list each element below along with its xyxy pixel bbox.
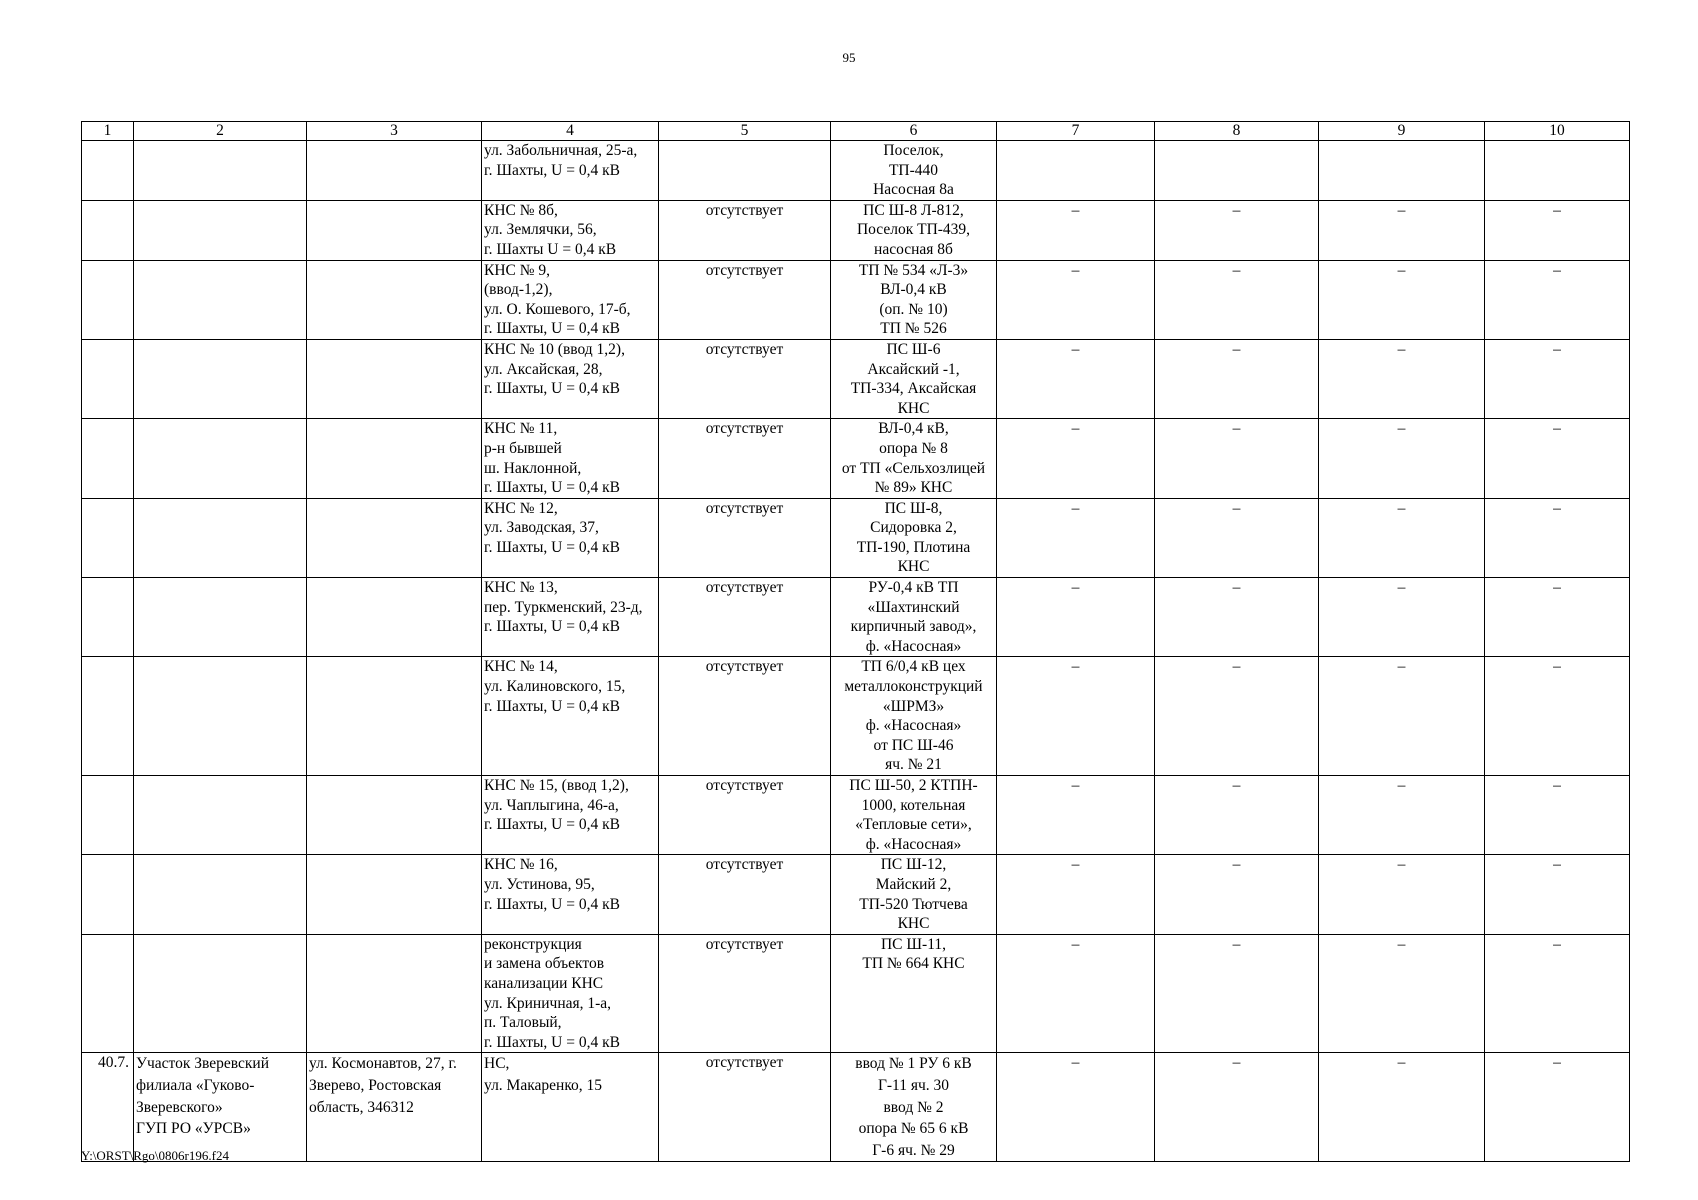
cell-line: г. Шахты, U = 0,4 кВ — [484, 618, 620, 636]
cell-dash: – — [1319, 498, 1485, 577]
cell-address — [307, 498, 482, 577]
table-row — [82, 934, 1630, 1053]
cell-object — [482, 578, 659, 657]
cell-power-source — [831, 776, 997, 855]
cell-line: п. Таловый, — [484, 1014, 562, 1032]
cell-line: КНС — [897, 558, 930, 576]
cell-dash: – — [1155, 339, 1319, 418]
cell-line: г. Шахты, U = 0,4 кВ — [484, 697, 620, 715]
cell-dash: – — [1319, 200, 1485, 260]
cell-object — [482, 498, 659, 577]
cell-line: ТП-190, Плотина — [856, 538, 971, 556]
cell-line: ул. Чаплыгина, 46-а, — [484, 796, 619, 814]
cell-dash: – — [997, 498, 1155, 577]
cell-line: КНС № 13, — [484, 579, 558, 597]
cell-line: КНС № 11, — [484, 420, 558, 438]
cell-dash: – — [1485, 200, 1630, 260]
header-cell: 3 — [307, 122, 482, 141]
cell-line: г. Шахты, U = 0,4 кВ — [484, 161, 620, 179]
cell-line: КНС № 15, (ввод 1,2), — [484, 777, 629, 794]
cell-dash: – — [1319, 855, 1485, 934]
cell-line: НС, — [484, 1055, 510, 1073]
cell-line: ул. Устинова, 95, — [484, 875, 595, 893]
header-cell: 8 — [1155, 122, 1319, 141]
cell-dash: – — [997, 1053, 1155, 1162]
table-row — [82, 339, 1630, 418]
cell-power-source — [831, 657, 997, 776]
cell-object — [482, 855, 659, 934]
cell-dash: – — [997, 339, 1155, 418]
cell-status: отсутствует — [659, 776, 831, 855]
cell-line: г. Шахты U = 0,4 кВ — [484, 240, 617, 258]
cell-object — [482, 419, 659, 498]
cell-line: насосная 8б — [874, 240, 953, 258]
table-row — [82, 498, 1630, 577]
cell-number — [82, 419, 134, 498]
cell-address — [307, 200, 482, 260]
cell-line: ТП № 534 «Л-3» — [858, 261, 969, 279]
cell-line: № 89» КНС — [874, 479, 953, 497]
cell-dash: – — [1485, 339, 1630, 418]
cell-object — [482, 934, 659, 1053]
cell-status — [659, 141, 831, 201]
cell-line: Сидоровка 2, — [870, 519, 957, 537]
cell-address — [307, 339, 482, 418]
cell-dash: – — [1485, 260, 1630, 339]
cell-dash: – — [1155, 776, 1319, 855]
cell-line: ул. Забольничная, 25-а, — [484, 142, 638, 159]
cell-line: Майский 2, — [875, 875, 952, 893]
table-row — [82, 141, 1630, 201]
cell-line: КНС № 14, — [484, 658, 558, 676]
cell-line: от ТП «Сельхозлицей — [841, 459, 986, 477]
cell-power-source — [831, 200, 997, 260]
cell-number — [82, 498, 134, 577]
cell-line: ул. Землячки, 56, — [484, 221, 597, 239]
cell-number — [82, 141, 134, 201]
cell-power-source — [831, 339, 997, 418]
cell-line: г. Шахты, U = 0,4 кВ — [484, 538, 620, 556]
cell-organization — [134, 200, 307, 260]
cell-organization — [134, 776, 307, 855]
cell-number — [82, 776, 134, 855]
cell-line: ул. О. Кошевого, 17-б, — [484, 300, 631, 318]
cell-dash — [1319, 141, 1485, 201]
cell-dash: – — [1155, 200, 1319, 260]
cell-address — [307, 776, 482, 855]
cell-organization — [134, 141, 307, 201]
cell-line: ТП-520 Тютчева — [859, 895, 968, 913]
cell-line: ввод № 2 — [883, 1098, 944, 1116]
cell-line: 1000, котельная — [861, 796, 966, 814]
cell-line: КНС № 16, — [484, 856, 558, 874]
cell-line: Поселок, — [883, 142, 944, 159]
cell-line: ТП № 526 — [880, 320, 947, 338]
table-row — [82, 657, 1630, 776]
cell-status: отсутствует — [659, 657, 831, 776]
cell-line: «ШРМЗ» — [882, 697, 945, 715]
table-row — [82, 419, 1630, 498]
cell-dash: – — [1319, 578, 1485, 657]
table-row — [82, 776, 1630, 855]
cell-line: ул. Калиновского, 15, — [484, 678, 626, 696]
file-path-footer: Y:\ORST\Rgo\0806r196.f24 — [81, 1148, 229, 1163]
cell-line: ТП-334, Аксайская — [850, 380, 977, 398]
cell-line: ул. Макаренко, 15 — [484, 1076, 603, 1094]
cell-organization — [134, 657, 307, 776]
cell-power-source — [831, 578, 997, 657]
cell-address — [307, 260, 482, 339]
cell-dash — [997, 141, 1155, 201]
cell-dash: – — [1485, 934, 1630, 1053]
cell-line: ПС Ш-8, — [884, 499, 943, 517]
cell-organization — [134, 419, 307, 498]
cell-dash: – — [1319, 1053, 1485, 1162]
cell-power-source — [831, 855, 997, 934]
cell-number — [82, 339, 134, 418]
cell-line: ул. Криничная, 1-а, — [484, 994, 612, 1012]
cell-address — [307, 419, 482, 498]
cell-dash: – — [997, 578, 1155, 657]
cell-dash: – — [1155, 855, 1319, 934]
cell-line: Насосная 8а — [873, 181, 954, 199]
data-table — [81, 121, 1630, 1162]
cell-line: г. Шахты, U = 0,4 кВ — [484, 320, 620, 338]
cell-status: отсутствует — [659, 339, 831, 418]
header-cell: 4 — [482, 122, 659, 141]
cell-line: опора № 8 — [879, 439, 948, 457]
cell-dash: – — [997, 419, 1155, 498]
cell-organization — [134, 260, 307, 339]
cell-line: КНС № 10 (ввод 1,2), — [484, 340, 625, 358]
cell-address — [307, 1053, 482, 1162]
cell-line: ф. «Насосная» — [865, 835, 962, 853]
table-row — [82, 1053, 1630, 1162]
cell-line: г. Шахты, U = 0,4 кВ — [484, 380, 620, 398]
cell-line: ВЛ-0,4 кВ, — [878, 420, 949, 438]
cell-object — [482, 776, 659, 855]
cell-line: ПС Ш-6 — [886, 340, 941, 358]
cell-number — [82, 855, 134, 934]
cell-status: отсутствует — [659, 498, 831, 577]
cell-line: ПС Ш-50, 2 КТПН- — [849, 777, 978, 794]
cell-object — [482, 200, 659, 260]
page-number: 95 — [842, 50, 856, 65]
cell-dash: – — [997, 934, 1155, 1053]
cell-line: Зверево, Ростовская — [309, 1076, 442, 1094]
cell-line: г. Шахты, U = 0,4 кВ — [484, 479, 620, 497]
cell-line: (оп. № 10) — [879, 300, 948, 318]
cell-status: отсутствует — [659, 855, 831, 934]
cell-organization — [134, 934, 307, 1053]
table-row — [82, 260, 1630, 339]
cell-power-source — [831, 498, 997, 577]
cell-line: «Шахтинский — [867, 598, 960, 616]
cell-line: опора № 65 6 кВ — [858, 1120, 969, 1138]
table-row — [82, 200, 1630, 260]
cell-number — [82, 200, 134, 260]
cell-line: КНС № 12, — [484, 499, 558, 517]
cell-number — [82, 657, 134, 776]
cell-line: от ПС Ш-46 — [873, 736, 954, 754]
cell-dash: – — [1319, 657, 1485, 776]
cell-line: Поселок ТП-439, — [856, 221, 971, 239]
cell-line: Г-11 яч. 30 — [877, 1076, 950, 1094]
cell-line: канализации КНС — [484, 974, 604, 992]
cell-dash: – — [1155, 419, 1319, 498]
cell-dash: – — [1485, 419, 1630, 498]
cell-dash: – — [1485, 657, 1630, 776]
cell-dash: – — [1319, 260, 1485, 339]
cell-line: Участок Зверевский — [136, 1055, 269, 1073]
cell-number — [82, 934, 134, 1053]
cell-power-source — [831, 260, 997, 339]
cell-line: пер. Туркменский, 23-д, — [484, 598, 643, 616]
cell-number — [82, 578, 134, 657]
table-row — [82, 855, 1630, 934]
cell-status: отсутствует — [659, 260, 831, 339]
cell-dash: – — [997, 260, 1155, 339]
cell-status: отсутствует — [659, 934, 831, 1053]
header-cell: 1 — [82, 122, 134, 141]
cell-line: ф. «Насосная» — [865, 637, 962, 655]
cell-status: отсутствует — [659, 200, 831, 260]
table-row — [82, 578, 1630, 657]
cell-line: область, 346312 — [309, 1098, 414, 1116]
cell-line: ул. Космонавтов, 27, г. — [309, 1055, 457, 1073]
cell-power-source — [831, 419, 997, 498]
cell-line: «Тепловые сети», — [855, 816, 972, 834]
cell-dash — [1485, 141, 1630, 201]
cell-line: реконструкция — [484, 935, 582, 953]
cell-dash: – — [1155, 498, 1319, 577]
cell-line: металлоконструкций — [844, 678, 983, 696]
cell-line: филиала «Гуково- — [136, 1076, 255, 1094]
cell-dash: – — [1485, 776, 1630, 855]
cell-number — [82, 260, 134, 339]
cell-object — [482, 1053, 659, 1162]
cell-line: РУ-0,4 кВ ТП — [868, 579, 959, 597]
cell-organization — [134, 498, 307, 577]
header-cell: 2 — [134, 122, 307, 141]
cell-dash: – — [1319, 339, 1485, 418]
cell-dash: – — [1319, 419, 1485, 498]
cell-line: г. Шахты, U = 0,4 кВ — [484, 1033, 620, 1051]
cell-object — [482, 260, 659, 339]
cell-line: ТП № 664 КНС — [862, 955, 965, 973]
cell-power-source — [831, 934, 997, 1053]
cell-line: Г-6 яч. № 29 — [872, 1141, 955, 1159]
cell-dash: – — [1319, 934, 1485, 1053]
cell-line: КНС № 8б, — [484, 201, 558, 219]
cell-line: ПС Ш-11, — [880, 935, 946, 953]
table-body — [82, 122, 1630, 1162]
cell-line: ул. Аксайская, 28, — [484, 360, 603, 378]
cell-line: г. Шахты, U = 0,4 кВ — [484, 895, 620, 913]
cell-dash — [1155, 141, 1319, 201]
cell-line: ТП 6/0,4 кВ цех — [861, 658, 966, 676]
cell-line: (ввод-1,2), — [484, 281, 553, 299]
header-cell: 7 — [997, 122, 1155, 141]
cell-address — [307, 578, 482, 657]
cell-dash: – — [997, 776, 1155, 855]
cell-dash: – — [1485, 578, 1630, 657]
cell-dash: – — [1319, 776, 1485, 855]
cell-status: отсутствует — [659, 419, 831, 498]
cell-line: ТП-440 — [888, 161, 939, 179]
cell-line: г. Шахты, U = 0,4 кВ — [484, 816, 620, 834]
cell-dash: – — [1485, 498, 1630, 577]
cell-address — [307, 657, 482, 776]
cell-dash: – — [1155, 657, 1319, 776]
cell-number: 40.7. — [82, 1053, 134, 1162]
cell-address — [307, 934, 482, 1053]
header-cell: 5 — [659, 122, 831, 141]
cell-line: КНС № 9, — [484, 261, 551, 279]
cell-dash: – — [1485, 855, 1630, 934]
cell-power-source — [831, 1053, 997, 1162]
cell-dash: – — [1155, 1053, 1319, 1162]
header-row — [82, 122, 1630, 141]
cell-dash: – — [997, 855, 1155, 934]
cell-line: кирпичный завод», — [850, 618, 977, 636]
header-cell: 9 — [1319, 122, 1485, 141]
cell-line: ГУП РО «УРСВ» — [136, 1120, 251, 1138]
cell-line: яч. № 21 — [885, 756, 942, 774]
cell-dash: – — [1155, 578, 1319, 657]
cell-dash: – — [997, 200, 1155, 260]
cell-line: КНС — [897, 399, 930, 417]
cell-address — [307, 855, 482, 934]
header-cell: 6 — [831, 122, 997, 141]
cell-line: ф. «Насосная» — [865, 717, 962, 735]
cell-organization — [134, 855, 307, 934]
cell-line: ПС Ш-12, — [880, 856, 947, 874]
cell-status: отсутствует — [659, 578, 831, 657]
cell-organization — [134, 339, 307, 418]
cell-line: Зверевского» — [136, 1098, 223, 1116]
cell-organization — [134, 1053, 307, 1162]
cell-object — [482, 339, 659, 418]
cell-dash: – — [1485, 1053, 1630, 1162]
cell-line: и замена объектов — [484, 955, 605, 973]
cell-power-source — [831, 141, 997, 201]
cell-object — [482, 141, 659, 201]
cell-object — [482, 657, 659, 776]
cell-line: ПС Ш-8 Л-812, — [863, 201, 964, 219]
cell-dash: – — [1155, 934, 1319, 1053]
cell-line: ВЛ-0,4 кВ — [880, 281, 947, 299]
cell-line: р-н бывшей — [484, 439, 562, 457]
cell-line: ввод № 1 РУ 6 кВ — [855, 1055, 972, 1073]
cell-address — [307, 141, 482, 201]
cell-line: ул. Заводская, 37, — [484, 519, 599, 537]
cell-line: Аксайский -1, — [867, 360, 960, 378]
cell-dash: – — [1155, 260, 1319, 339]
header-cell: 10 — [1485, 122, 1630, 141]
cell-status: отсутствует — [659, 1053, 831, 1162]
cell-line: КНС — [897, 915, 930, 933]
cell-dash: – — [997, 657, 1155, 776]
cell-line: ш. Наклонной, — [484, 459, 582, 477]
cell-organization — [134, 578, 307, 657]
